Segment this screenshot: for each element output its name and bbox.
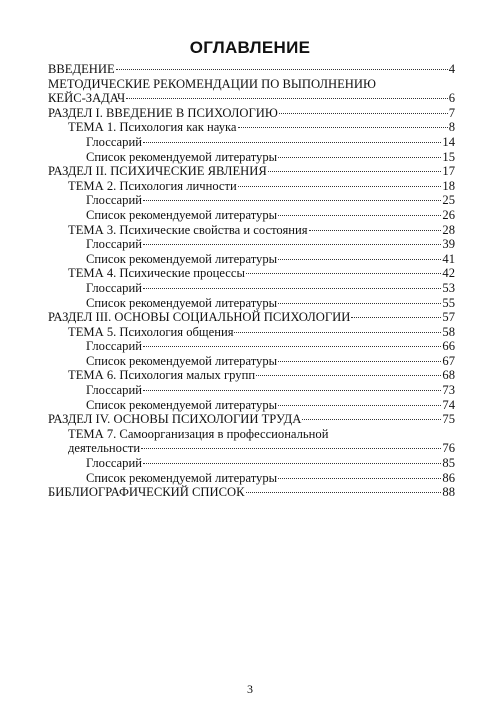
toc-entry-page: 4 (448, 62, 455, 76)
toc-entry-label: Список рекомендуемой литературы (86, 397, 278, 412)
toc-entry-page: 57 (442, 310, 455, 325)
toc-entry-label: РАЗДЕЛ III. ОСНОВЫ СОЦИАЛЬНОЙ ПСИХОЛОГИИ (48, 310, 351, 325)
dot-leader (278, 215, 441, 216)
toc-entry[interactable] (48, 281, 455, 296)
toc-entry-page: 8 (448, 120, 455, 135)
dot-leader (141, 448, 441, 449)
toc-entry-label: ТЕМА 2. Психология личности (68, 178, 237, 193)
toc-entry-page: 73 (442, 383, 455, 398)
toc-entry-page: 53 (442, 280, 455, 295)
toc-entry-label: Глоссарий (86, 237, 142, 252)
toc-entry[interactable] (48, 266, 455, 281)
toc-entry[interactable] (48, 310, 455, 325)
toc-entry-label: Глоссарий (86, 339, 142, 354)
dot-leader (143, 142, 441, 143)
dot-leader (309, 230, 442, 231)
toc-entry[interactable] (48, 456, 455, 471)
toc-entry[interactable] (48, 179, 455, 194)
toc-entry-page: 15 (442, 149, 455, 164)
toc-entry-page: 7 (448, 105, 455, 120)
toc-entry[interactable] (48, 354, 455, 369)
toc-entry[interactable] (48, 427, 455, 442)
dot-leader (268, 171, 442, 172)
table-of-contents (48, 62, 455, 500)
toc-entry[interactable] (48, 398, 455, 413)
toc-entry[interactable] (48, 296, 455, 311)
toc-entry-page: 17 (442, 164, 455, 179)
dot-leader (143, 390, 441, 391)
toc-entry-page: 75 (442, 412, 455, 427)
dot-leader (278, 259, 441, 260)
dot-leader (116, 69, 448, 70)
dot-leader (302, 419, 441, 420)
toc-entry[interactable] (48, 325, 455, 340)
toc-entry-page: 76 (442, 441, 455, 456)
dot-leader (143, 346, 441, 347)
toc-entry-page: 18 (442, 178, 455, 193)
toc-entry[interactable] (48, 62, 455, 77)
toc-entry-page: 85 (442, 456, 455, 471)
toc-entry[interactable] (48, 77, 455, 92)
toc-entry-label: ВВЕДЕНИЕ (48, 62, 115, 76)
toc-entry-label: Список рекомендуемой литературы (86, 295, 278, 310)
toc-entry-label: Глоссарий (86, 280, 142, 295)
toc-entry-page: 14 (442, 134, 455, 149)
toc-entry[interactable] (48, 106, 455, 121)
dot-leader (256, 375, 441, 376)
toc-entry[interactable] (48, 193, 455, 208)
toc-entry-label: КЕЙС-ЗАДАЧ (48, 91, 126, 106)
toc-entry-label: ТЕМА 5. Психология общения (68, 324, 234, 339)
toc-entry-page: 25 (442, 193, 455, 208)
toc-entry-label: ТЕМА 6. Психология малых групп (68, 368, 256, 383)
toc-entry-label: Список рекомендуемой литературы (86, 353, 278, 368)
dot-leader (246, 273, 441, 274)
dot-leader (278, 303, 441, 304)
page-number: 3 (247, 682, 253, 696)
toc-entry-page: 55 (442, 295, 455, 310)
toc-entry-page: 26 (442, 207, 455, 222)
toc-entry[interactable] (48, 339, 455, 354)
toc-entry[interactable] (48, 237, 455, 252)
toc-entry-label: Список рекомендуемой литературы (86, 149, 278, 164)
toc-entry[interactable] (48, 471, 455, 486)
toc-entry-label: Список рекомендуемой литературы (86, 470, 278, 485)
toc-entry-label: БИБЛИОГРАФИЧЕСКИЙ СПИСОК (48, 485, 245, 500)
dot-leader (246, 492, 442, 493)
dot-leader (126, 98, 448, 99)
toc-entry[interactable] (48, 150, 455, 165)
dot-leader (278, 157, 441, 158)
toc-entry-label: Глоссарий (86, 456, 142, 471)
toc-entry[interactable] (48, 223, 455, 238)
toc-entry[interactable] (48, 91, 455, 106)
toc-entry-page: 28 (442, 222, 455, 237)
toc-entry-page: 39 (442, 237, 455, 252)
toc-entry-page: 6 (448, 91, 455, 106)
toc-entry-label: ТЕМА 7. Самоорганизация в профессиональной (68, 426, 329, 441)
toc-entry[interactable] (48, 135, 455, 150)
toc-entry[interactable] (48, 485, 455, 500)
toc-entry-label: Глоссарий (86, 134, 142, 149)
toc-entry-page: 74 (442, 397, 455, 412)
toc-entry-page: 58 (442, 324, 455, 339)
toc-entry-page: 66 (442, 339, 455, 354)
dot-leader (234, 332, 441, 333)
dot-leader (279, 113, 448, 114)
toc-entry-page: 67 (442, 353, 455, 368)
dot-leader (278, 405, 441, 406)
toc-entry-page: 42 (442, 266, 455, 281)
toc-entry-label: ТЕМА 1. Психология как наука (68, 120, 237, 135)
toc-entry-label: РАЗДЕЛ II. ПСИХИЧЕСКИЕ ЯВЛЕНИЯ (48, 164, 267, 179)
toc-entry[interactable] (48, 368, 455, 383)
toc-entry-label: Глоссарий (86, 193, 142, 208)
dot-leader (143, 244, 441, 245)
toc-entry[interactable] (48, 164, 455, 179)
toc-entry[interactable] (48, 412, 455, 427)
toc-entry-page: 86 (442, 470, 455, 485)
toc-entry[interactable] (48, 383, 455, 398)
toc-entry-page: 41 (442, 251, 455, 266)
toc-entry-label: ТЕМА 3. Психические свойства и состояния (68, 222, 308, 237)
toc-entry-label: деятельности (68, 441, 141, 456)
toc-entry-label: РАЗДЕЛ IV. ОСНОВЫ ПСИХОЛОГИИ ТРУДА (48, 412, 302, 427)
dot-leader (238, 127, 448, 128)
toc-entry-page: 88 (442, 485, 455, 500)
toc-entry-label: ТЕМА 4. Психические процессы (68, 266, 245, 281)
dot-leader (351, 317, 441, 318)
toc-entry[interactable] (48, 120, 455, 135)
toc-entry[interactable] (48, 252, 455, 267)
dot-leader (143, 200, 441, 201)
dot-leader (278, 361, 441, 362)
toc-entry[interactable] (48, 441, 455, 456)
toc-entry-label: МЕТОДИЧЕСКИЕ РЕКОМЕНДАЦИИ ПО ВЫПОЛНЕНИЮ (48, 76, 376, 91)
page-title: ОГЛАВЛЕНИЕ (189, 38, 311, 57)
toc-entry-label: Список рекомендуемой литературы (86, 251, 278, 266)
toc-entry-label: Список рекомендуемой литературы (86, 207, 278, 222)
dot-leader (238, 186, 442, 187)
dot-leader (143, 463, 441, 464)
toc-entry-page: 68 (442, 368, 455, 383)
toc-entry[interactable] (48, 208, 455, 223)
dot-leader (143, 288, 441, 289)
toc-entry-label: Глоссарий (86, 383, 142, 398)
dot-leader (278, 478, 441, 479)
toc-entry-label: РАЗДЕЛ I. ВВЕДЕНИЕ В ПСИХОЛОГИЮ (48, 105, 278, 120)
